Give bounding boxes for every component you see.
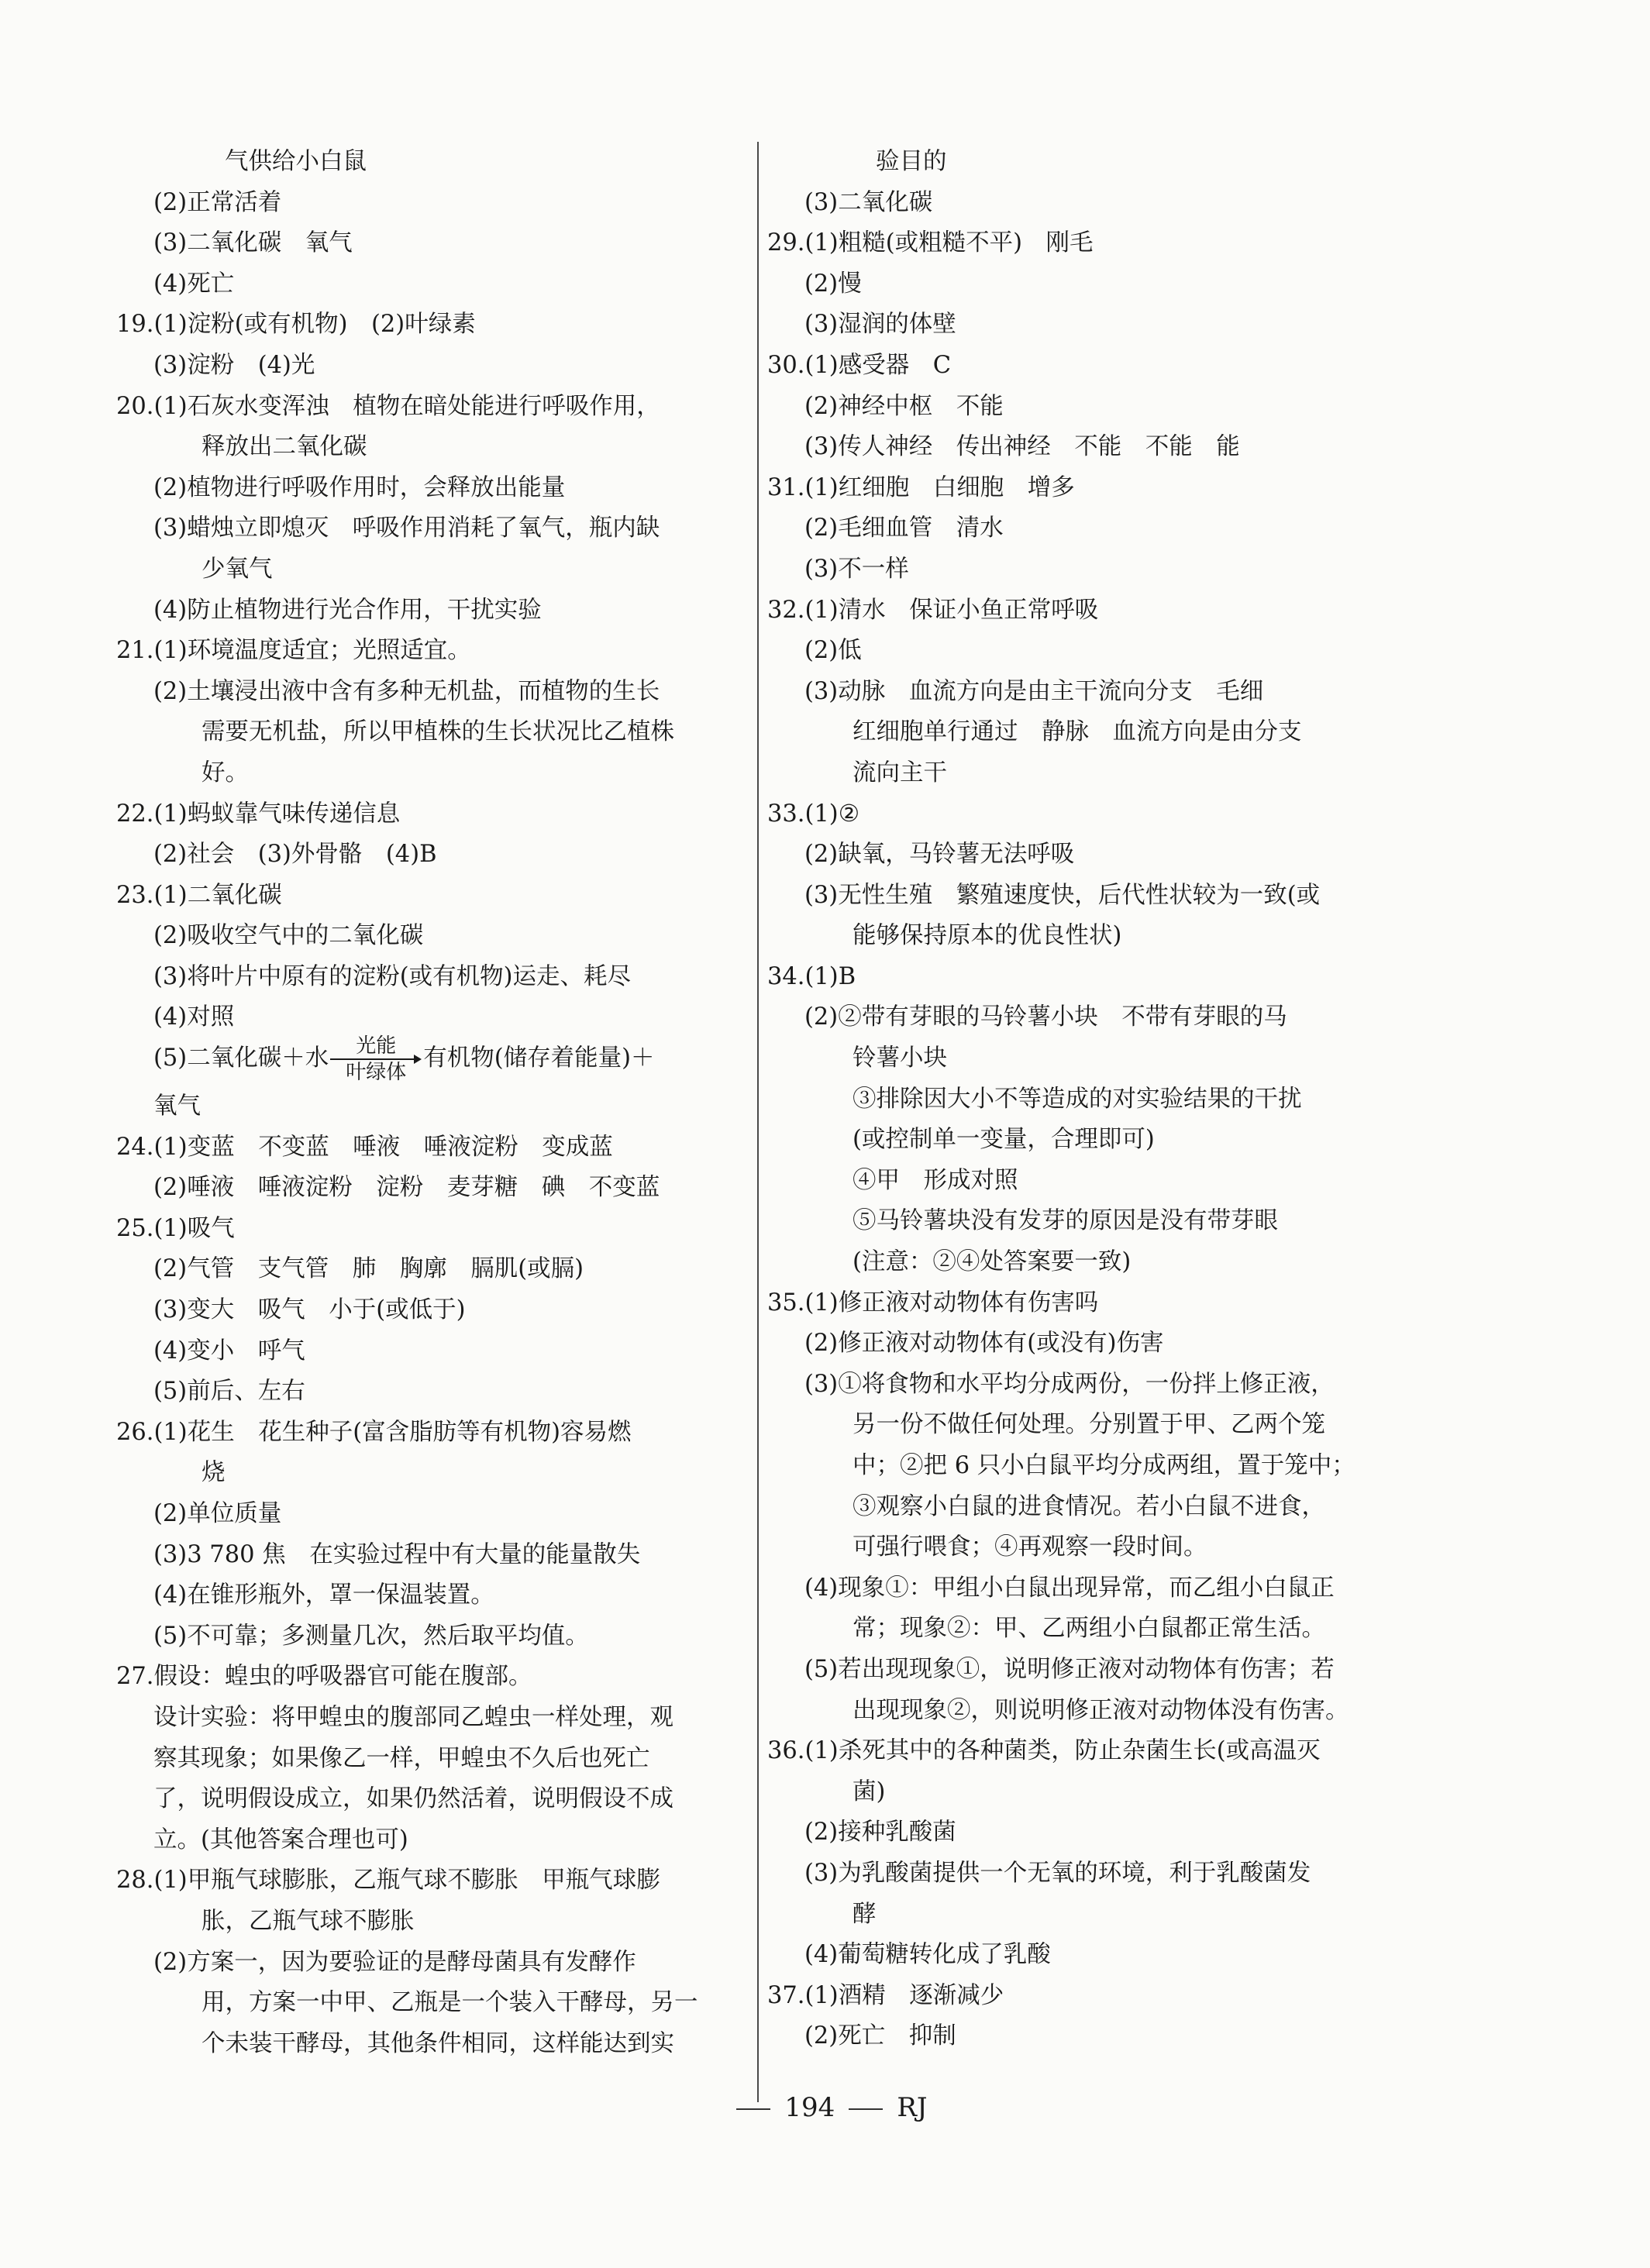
answer-line: (4)变小 呼气 <box>153 1337 305 1365</box>
answer-line: 释放出二氧化碳 <box>202 433 367 461</box>
answer-line: (3)不一样 <box>804 555 909 583</box>
answer-line: (2)单位质量 <box>153 1500 282 1527</box>
right-column <box>767 142 1442 2057</box>
answer-line: 另一份不做任何处理。分别置于甲、乙两个笼 <box>853 1411 1325 1439</box>
answer-line: 氧气 <box>153 1093 201 1120</box>
page-footer <box>0 2092 1650 2123</box>
answer-line: (或控制单一变量，合理即可) <box>853 1126 1155 1154</box>
answer-line: 烧 <box>202 1459 226 1487</box>
answer-line: 33.(1)② <box>767 800 860 828</box>
answer-line: ⑤马铃薯块没有发芽的原因是没有带芽眼 <box>853 1207 1278 1235</box>
answer-line: 28.(1)甲瓶气球膨胀，乙瓶气球不膨胀 甲瓶气球膨 <box>116 1867 660 1895</box>
answer-line: (2)吸收空气中的二氧化碳 <box>153 922 424 950</box>
answer-line: (2)接种乳酸菌 <box>804 1819 956 1846</box>
answer-line: ③观察小白鼠的进食情况。若小白鼠不进食， <box>853 1492 1325 1520</box>
answer-line: 27.假设：蝗虫的呼吸器官可能在腹部。 <box>116 1663 532 1691</box>
answer-line: (4)葡萄糖转化成了乳酸 <box>804 1941 1051 1969</box>
answer-line: (3)为乳酸菌提供一个无氧的环境，利于乳酸菌发 <box>804 1859 1311 1887</box>
reaction-condition-bottom: 叶绿体 <box>346 1061 407 1085</box>
answer-line: 34.(1)B <box>767 962 856 990</box>
answer-line: 好。 <box>202 759 249 786</box>
answer-line: (3)将叶片中原有的淀粉(或有机物)运走、耗尽 <box>153 962 632 990</box>
answer-line: (2)缺氧，马铃薯无法呼吸 <box>804 841 1075 869</box>
answer-line: 了，说明假设成立，如果仍然活着，说明假设不成 <box>153 1785 673 1813</box>
answer-line: 36.(1)杀死其中的各种菌类，防止杂菌生长(或高温灭 <box>767 1737 1321 1765</box>
arrow-icon <box>330 1058 417 1060</box>
answer-line: 25.(1)吸气 <box>116 1214 235 1242</box>
footer-dash-right <box>849 2108 883 2110</box>
answer-line: (4)在锥形瓶外，罩一保温装置。 <box>153 1581 494 1609</box>
answer-line: (4)对照 <box>153 1003 235 1031</box>
answer-line: (5)不可靠；多测量几次，然后取平均值。 <box>153 1622 589 1650</box>
answer-line: 26.(1)花生 花生种子(富含脂肪等有机物)容易燃 <box>116 1418 632 1446</box>
answer-line: 23.(1)二氧化碳 <box>116 881 282 909</box>
answer-line: (2)神经中枢 不能 <box>804 392 1004 420</box>
answer-line: (注意：②④处答案要一致) <box>853 1248 1132 1276</box>
answer-line: (3)二氧化碳 <box>804 188 933 216</box>
answer-line: (2)社会 (3)外骨骼 (4)B <box>153 841 437 869</box>
answer-line <box>116 1034 752 1086</box>
answer-line: 19.(1)淀粉(或有机物) (2)叶绿素 <box>116 311 476 339</box>
answer-line: 察其现象；如果像乙一样，甲蝗虫不久后也死亡 <box>153 1744 650 1772</box>
answer-line: 37.(1)酒精 逐渐减少 <box>767 1981 1004 2009</box>
answer-line: (2)低 <box>804 637 862 665</box>
answer-line: 少氧气 <box>202 555 273 583</box>
answer-line: 31.(1)红细胞 白细胞 增多 <box>767 473 1075 501</box>
answer-line: (2)修正液对动物体有(或没有)伤害 <box>804 1330 1164 1358</box>
answer-line: (5)若出现现象①，说明修正液对动物体有伤害；若 <box>804 1655 1335 1683</box>
answer-line: (2)方案一，因为要验证的是酵母菌具有发酵作 <box>153 1948 636 1976</box>
answer-line: (2)慢 <box>804 270 862 298</box>
answer-line: (2)正常活着 <box>153 188 282 216</box>
answer-line: (2)唾液 唾液淀粉 淀粉 麦芽糖 碘 不变蓝 <box>153 1174 660 1202</box>
answer-line: 用，方案一中甲、乙瓶是一个装入干酵母，另一 <box>202 1989 698 2017</box>
answer-line: (3)蜡烛立即熄灭 呼吸作用消耗了氧气，瓶内缺 <box>153 515 660 542</box>
answer-line: 22.(1)蚂蚁靠气味传递信息 <box>116 800 401 828</box>
answer-line: 常；现象②：甲、乙两组小白鼠都正常生活。 <box>853 1615 1325 1643</box>
answer-line: 35.(1)修正液对动物体有伤害吗 <box>767 1289 1099 1316</box>
answer-line: (2)气管 支气管 肺 胸廓 膈肌(或膈) <box>153 1255 584 1283</box>
answer-line: 30.(1)感受器 C <box>767 351 952 379</box>
answer-line: 红细胞单行通过 静脉 血流方向是由分支 <box>853 718 1302 746</box>
answer-line: 可强行喂食；④再观察一段时间。 <box>853 1533 1207 1561</box>
answer-line: 立。(其他答案合理也可) <box>153 1826 408 1853</box>
answer-line: (4)死亡 <box>153 270 235 298</box>
answer-line: (2)毛细血管 清水 <box>804 515 1004 542</box>
answer-line: (3)二氧化碳 氧气 <box>153 229 353 257</box>
answer-line: 能够保持原本的优良性状) <box>853 922 1122 950</box>
answer-line: (2)土壤浸出液中含有多种无机盐，而植物的生长 <box>153 677 660 705</box>
answer-line: 出现现象②，则说明修正液对动物体没有伤害。 <box>853 1696 1349 1724</box>
reaction-condition-top: 光能 <box>356 1034 397 1058</box>
answer-line: ④甲 形成对照 <box>853 1166 1018 1194</box>
answer-line: (5)前后、左右 <box>153 1378 305 1406</box>
page-number: 194 <box>784 2092 835 2123</box>
answer-line: (3)变大 吸气 小于(或低于) <box>153 1296 466 1324</box>
answer-line: (4)防止植物进行光合作用，干扰实验 <box>153 596 542 624</box>
answer-line: (3)湿润的体壁 <box>804 311 956 339</box>
edition-label: RJ <box>897 2092 928 2123</box>
answer-line: 20.(1)石灰水变浑浊 植物在暗处能进行呼吸作用， <box>116 392 660 420</box>
equation-reactants: (5)二氧化碳＋水 <box>153 1045 329 1072</box>
answer-line: (3)动脉 血流方向是由主干流向分支 毛细 <box>804 677 1264 705</box>
answer-line: (3)3 780 焦 在实验过程中有大量的能量散失 <box>153 1540 641 1568</box>
answer-line: (2)②带有芽眼的马铃薯小块 不带有芽眼的马 <box>804 1003 1287 1031</box>
answer-line: 个未装干酵母，其他条件相同，这样能达到实 <box>202 2029 674 2057</box>
answer-line: 29.(1)粗糙(或粗糙不平) 刚毛 <box>767 229 1094 257</box>
answer-line: 胀，乙瓶气球不膨胀 <box>202 1907 415 1935</box>
reaction-arrow <box>330 1034 422 1085</box>
answer-line: 32.(1)清水 保证小鱼正常呼吸 <box>767 596 1099 624</box>
answer-line: 中；②把 6 只小白鼠平均分成两组，置于笼中； <box>853 1452 1355 1479</box>
answer-line: (3)淀粉 (4)光 <box>153 351 315 379</box>
answer-line: 验目的 <box>876 148 947 175</box>
answer-line: 需要无机盐，所以甲植株的生长状况比乙植株 <box>202 718 674 746</box>
answer-line: ③排除因大小不等造成的对实验结果的干扰 <box>853 1085 1302 1113</box>
equation-products: 有机物(储存着能量)＋ <box>423 1045 655 1072</box>
answer-line: 气供给小白鼠 <box>225 148 367 175</box>
answer-line: (3)无性生殖 繁殖速度快，后代性状较为一致(或 <box>804 881 1321 909</box>
answer-line: 酵 <box>853 1900 877 1928</box>
answer-line: (4)现象①：甲组小白鼠出现异常，而乙组小白鼠正 <box>804 1574 1335 1602</box>
footer-dash-left <box>736 2108 770 2110</box>
answer-line: 设计实验：将甲蝗虫的腹部同乙蝗虫一样处理，观 <box>153 1703 673 1731</box>
answer-line: 24.(1)变蓝 不变蓝 唾液 唾液淀粉 变成蓝 <box>116 1133 613 1161</box>
answer-line: 流向主干 <box>853 759 947 786</box>
answer-line: 菌) <box>853 1778 886 1805</box>
answer-line: 铃薯小块 <box>853 1045 947 1072</box>
answer-line: (2)死亡 抑制 <box>804 2022 956 2050</box>
answer-line: (3)传人神经 传出神经 不能 不能 能 <box>804 433 1240 461</box>
left-column <box>116 142 752 2064</box>
answer-line: (2)植物进行呼吸作用时，会释放出能量 <box>153 473 566 501</box>
column-divider <box>757 142 759 2102</box>
answer-line: 21.(1)环境温度适宜；光照适宜。 <box>116 637 471 665</box>
answer-line: (3)①将食物和水平均分成两份，一份拌上修正液， <box>804 1370 1335 1398</box>
